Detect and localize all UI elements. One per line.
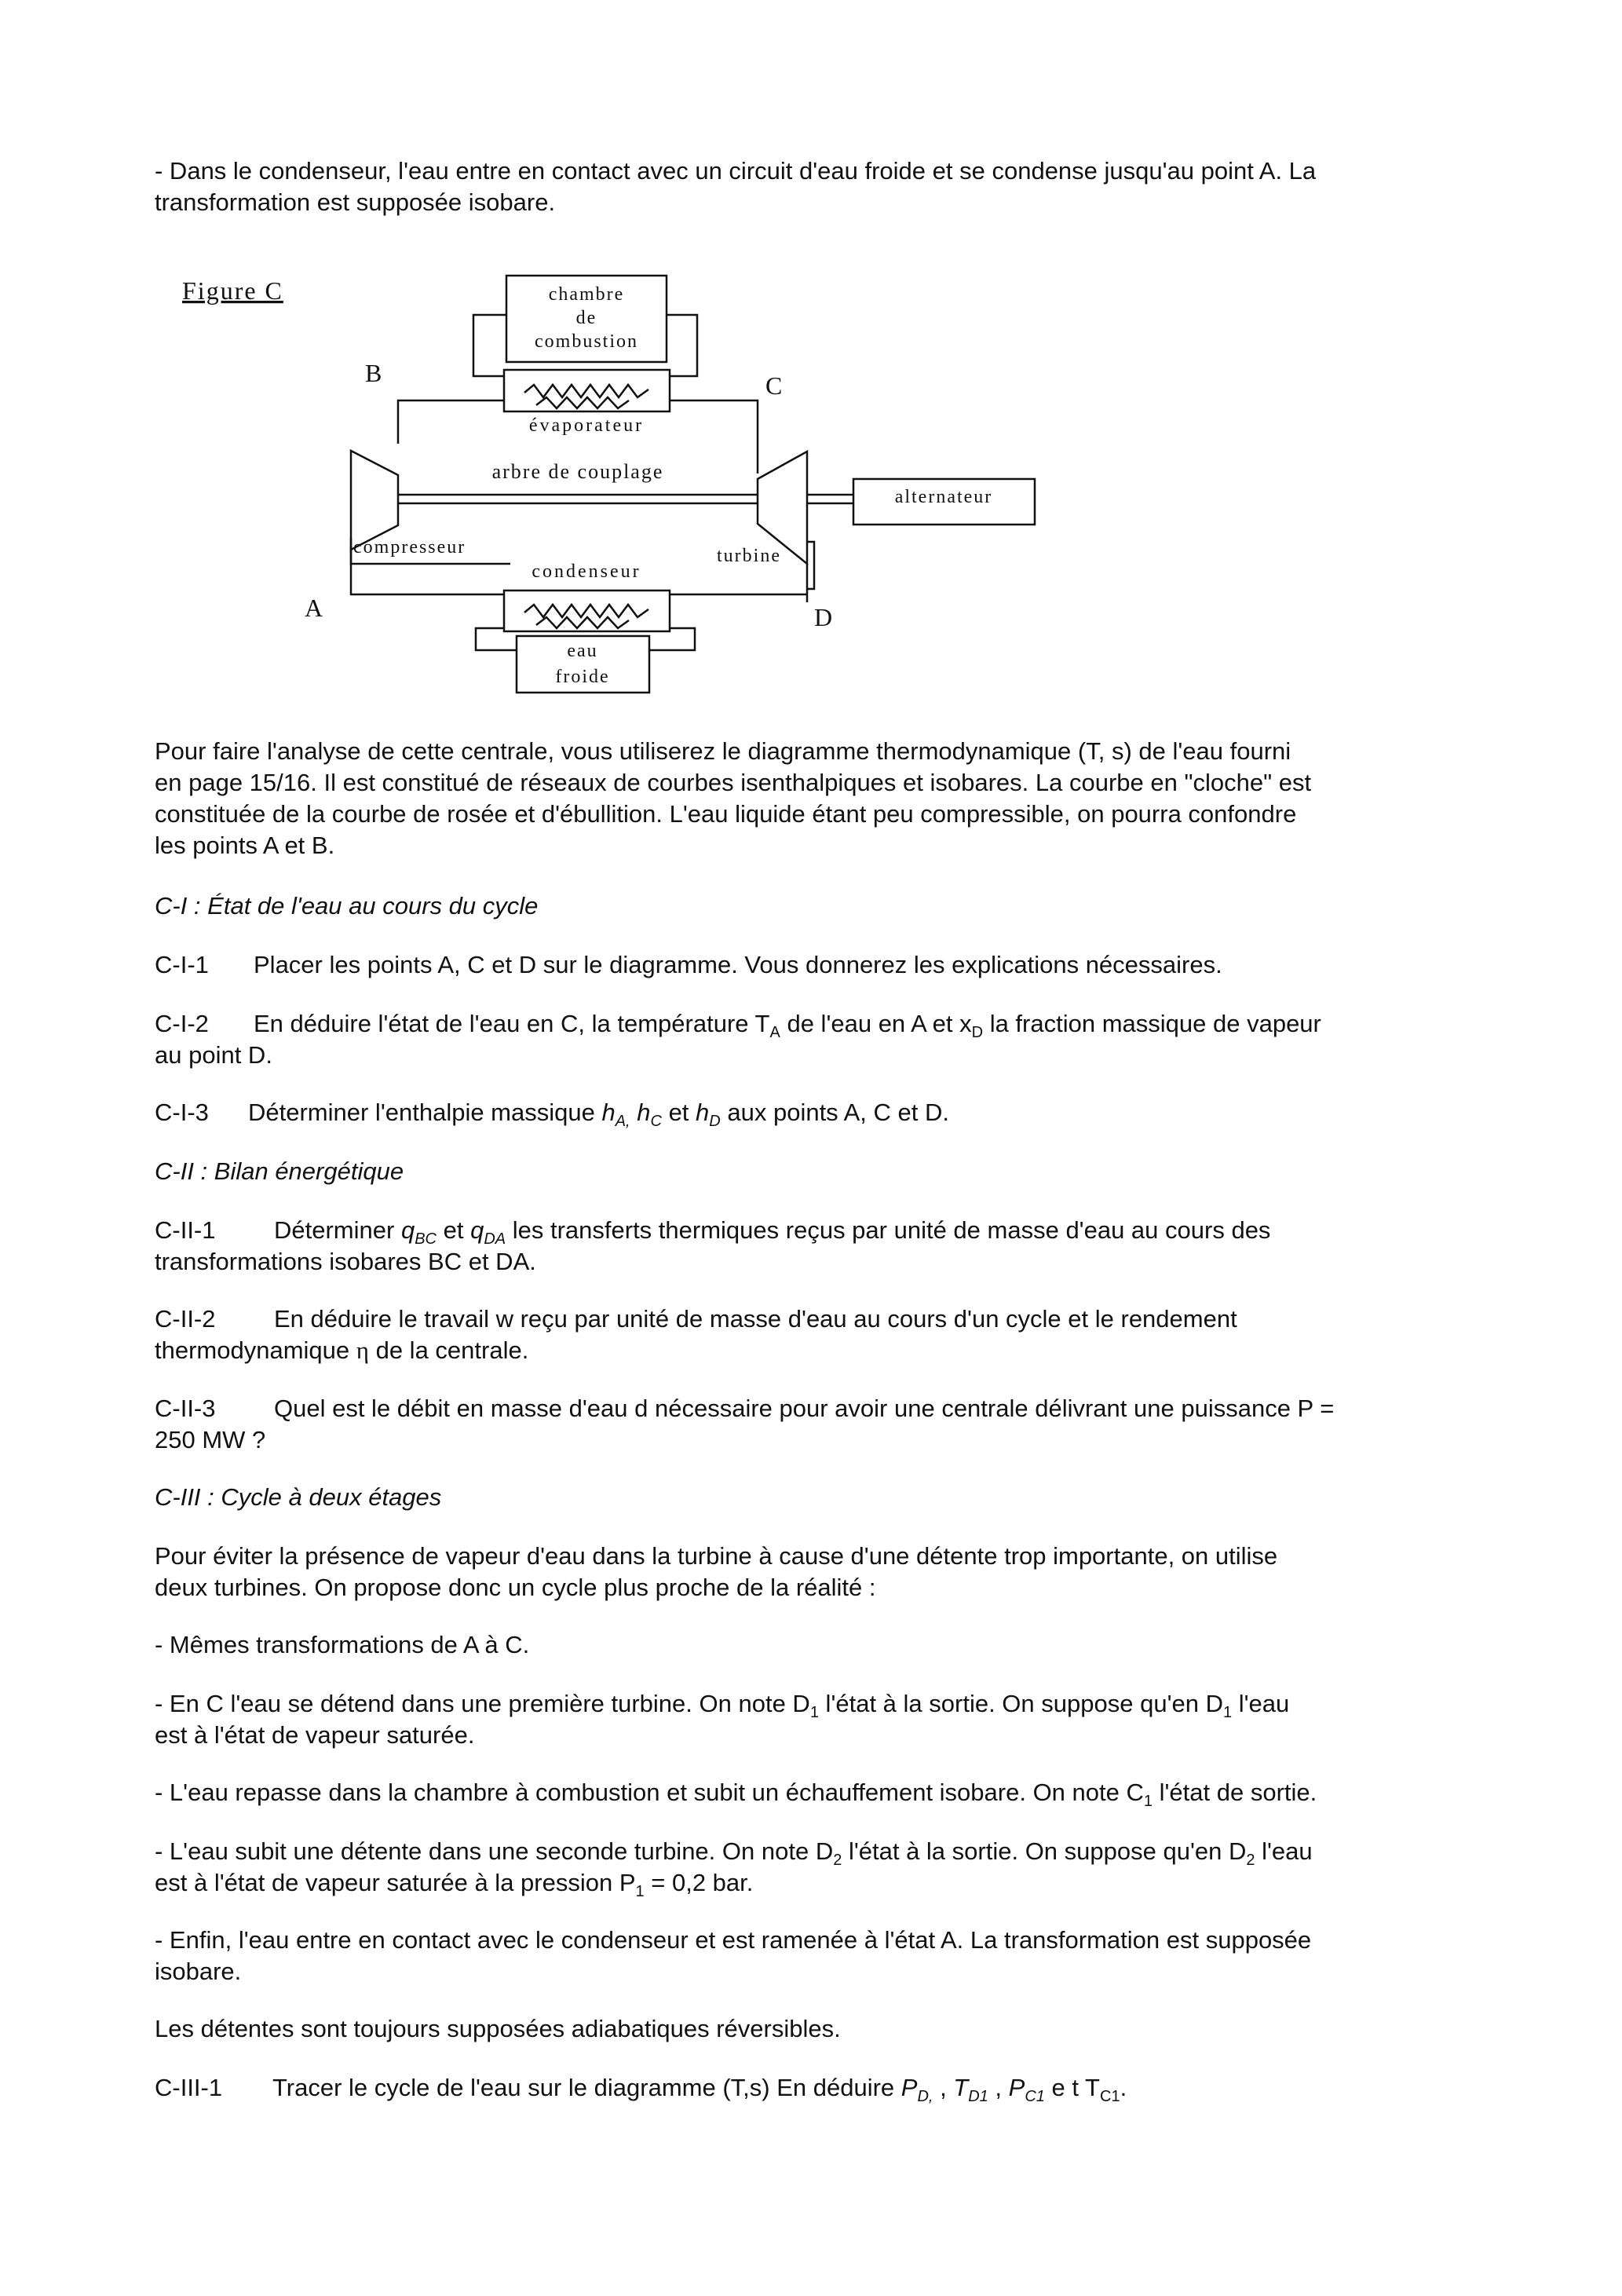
question-text: Tracer le cycle de l'eau sur le diagramme (T,s) En déduire xyxy=(272,2074,901,2101)
point-d: D xyxy=(814,603,833,631)
subscript: C1 xyxy=(1025,2088,1045,2106)
question-text: e t T xyxy=(1044,2074,1100,2101)
section-c1-title: C-I : État de l'eau au cours du cycle xyxy=(155,892,539,919)
bullet-text: - L'eau subit une détente dans une seconde turbine. On note D xyxy=(155,1837,834,1865)
alternator-label: alternateur xyxy=(894,487,993,507)
question-text: En déduire le travail w reçu par unité de masse d'eau au cours d'un cycle et le rendement xyxy=(274,1305,1237,1333)
question-c3-1 xyxy=(155,2072,1489,2104)
chamber-label-2: de xyxy=(575,308,597,328)
bullet-text: est à l'état de vapeur saturée. xyxy=(155,1721,475,1749)
question-c1-1 xyxy=(155,949,1489,981)
question-text: au point D. xyxy=(155,1041,272,1069)
turbine-label: turbine xyxy=(717,546,781,566)
question-c1-2 xyxy=(155,1008,1489,1071)
evaporator-label: évaporateur xyxy=(528,415,645,436)
c3-bullet-1: - Mêmes transformations de A à C. xyxy=(155,1631,530,1658)
subscript: A, xyxy=(615,1113,630,1131)
chamber-label-3: combustion xyxy=(535,331,638,352)
subscript: D xyxy=(709,1113,721,1131)
question-c1-3 xyxy=(155,1097,1489,1131)
question-text: En déduire l'état de l'eau en C, la température T xyxy=(254,1010,770,1037)
question-c2-3 xyxy=(155,1393,1489,1456)
subscript: D1 xyxy=(968,2088,988,2106)
c3-bullet-5 xyxy=(155,1925,1489,1987)
symbol: P xyxy=(1008,2074,1025,2101)
subscript: BC xyxy=(415,1230,437,1249)
symbol: h xyxy=(601,1099,616,1126)
question-label: C-II-1 xyxy=(155,1216,216,1244)
intro-line-2: transformation est supposée isobare. xyxy=(155,188,556,216)
chamber-label-1: chambre xyxy=(548,284,625,305)
figure-caption: Figure C xyxy=(182,276,283,305)
c3-bullet-4 xyxy=(155,1836,1489,1899)
symbol: q xyxy=(470,1216,484,1244)
analysis-paragraph xyxy=(155,736,1489,861)
subscript: A xyxy=(769,1024,780,1042)
question-text: Placer les points A, C et D sur le diagramme. Vous donnerez les explications nécessaires. xyxy=(254,951,1222,978)
c3-intro-line-1: Pour éviter la présence de vapeur d'eau dans la turbine à cause d'une détente trop importante, on utilise xyxy=(155,1542,1278,1570)
condenser-label: condenseur xyxy=(532,561,641,582)
question-c2-2 xyxy=(155,1303,1489,1366)
question-text: , xyxy=(933,2074,954,2101)
subscript: C xyxy=(650,1113,662,1131)
question-label: C-I-2 xyxy=(155,1010,209,1037)
point-c: C xyxy=(765,371,783,400)
question-label: C-I-1 xyxy=(155,951,209,978)
analysis-line-1: Pour faire l'analyse de cette centrale, vous utiliserez le diagramme thermodynamique (T, s) de l'eau fourni xyxy=(155,737,1291,765)
point-b: B xyxy=(365,359,382,387)
bullet-text: = 0,2 bar. xyxy=(644,1869,754,1896)
bullet-text: isobare. xyxy=(155,1958,242,1985)
question-c2-1 xyxy=(155,1215,1489,1278)
question-text: 250 MW ? xyxy=(155,1426,266,1453)
subscript: 1 xyxy=(809,1704,819,1722)
bullet-text: l'état de sortie. xyxy=(1153,1779,1317,1806)
subscript: DA xyxy=(484,1230,506,1249)
cold-label: froide xyxy=(555,667,610,687)
section-c2-title: C-II : Bilan énergétique xyxy=(155,1157,404,1185)
water-label: eau xyxy=(567,641,598,661)
bullet-text: est à l'état de vapeur saturée à la pression P xyxy=(155,1869,636,1896)
subscript: C1 xyxy=(1100,2088,1120,2106)
c3-intro-line-2: deux turbines. On propose donc un cycle plus proche de la réalité : xyxy=(155,1574,876,1601)
figure-c-diagram xyxy=(0,0,1622,722)
symbol: P xyxy=(901,2074,918,2101)
question-label: C-II-3 xyxy=(155,1395,216,1422)
c3-bullet-2 xyxy=(155,1688,1489,1751)
bullet-text: - En C l'eau se détend dans une première turbine. On note D xyxy=(155,1690,810,1717)
analysis-line-2: en page 15/16. Il est constitué de réseaux de courbes isenthalpiques et isobares. La courbe en "cloche" est xyxy=(155,769,1312,796)
c3-intro xyxy=(155,1541,1489,1603)
bullet-text: - Enfin, l'eau entre en contact avec le condenseur et est ramenée à l'état A. La transformation est supposée xyxy=(155,1926,1312,1954)
symbol: h xyxy=(696,1099,710,1126)
question-text: Déterminer xyxy=(274,1216,401,1244)
subscript: 1 xyxy=(635,1883,645,1901)
subscript: 2 xyxy=(1246,1852,1255,1870)
symbol: q xyxy=(400,1216,415,1244)
symbol: h xyxy=(637,1099,651,1126)
bullet-text: l'état à la sortie. On suppose qu'en D xyxy=(818,1690,1223,1717)
symbol: η xyxy=(356,1336,369,1364)
bullet-text: l'eau xyxy=(1255,1837,1313,1865)
bullet-text: l'état à la sortie. On suppose qu'en D xyxy=(842,1837,1247,1865)
section-c3-title: C-III : Cycle à deux étages xyxy=(155,1483,442,1511)
question-text: les transferts thermiques reçus par unité de masse d'eau au cours des xyxy=(506,1216,1271,1244)
intro-line-1: - Dans le condenseur, l'eau entre en contact avec un circuit d'eau froide et se condense jusqu'au point A. La xyxy=(155,157,1317,185)
subscript: 1 xyxy=(1143,1793,1153,1811)
analysis-line-3: constituée de la courbe de rosée et d'ébullition. L'eau liquide étant peu compressible, on pourra confondre xyxy=(155,800,1297,828)
question-text: et xyxy=(436,1216,471,1244)
question-text: , xyxy=(988,2074,1009,2101)
analysis-line-4: les points A et B. xyxy=(155,832,335,859)
question-text: la fraction massique de vapeur xyxy=(983,1010,1321,1037)
subscript: D, xyxy=(917,2088,933,2106)
bullet-text: l'eau xyxy=(1232,1690,1290,1717)
question-label: C-II-2 xyxy=(155,1305,216,1333)
question-text: thermodynamique xyxy=(155,1336,356,1364)
subscript: 1 xyxy=(1222,1704,1233,1722)
question-text: aux points A, C et D. xyxy=(720,1099,949,1126)
question-text: et xyxy=(661,1099,696,1126)
c3-note: Les détentes sont toujours supposées adiabatiques réversibles. xyxy=(155,2015,841,2042)
question-label: C-III-1 xyxy=(155,2074,223,2101)
subscript: D xyxy=(971,1024,984,1042)
question-text: Déterminer l'enthalpie massique xyxy=(248,1099,602,1126)
question-text: . xyxy=(1120,2074,1127,2101)
subscript: 2 xyxy=(833,1852,842,1870)
compressor-label: compresseur xyxy=(353,537,466,558)
question-text: Quel est le débit en masse d'eau d nécessaire pour avoir une centrale délivrant une puissance P = xyxy=(274,1395,1335,1422)
question-text: de l'eau en A et x xyxy=(780,1010,972,1037)
bullet-text: - L'eau repasse dans la chambre à combustion et subit un échauffement isobare. On note C xyxy=(155,1779,1144,1806)
shaft-label: arbre de couplage xyxy=(491,460,664,483)
question-text: transformations isobares BC et DA. xyxy=(155,1248,536,1275)
symbol: T xyxy=(953,2074,969,2101)
question-label: C-I-3 xyxy=(155,1099,209,1126)
question-text: de la centrale. xyxy=(368,1336,529,1364)
point-a: A xyxy=(305,594,323,622)
c3-bullet-3 xyxy=(155,1777,1489,1811)
